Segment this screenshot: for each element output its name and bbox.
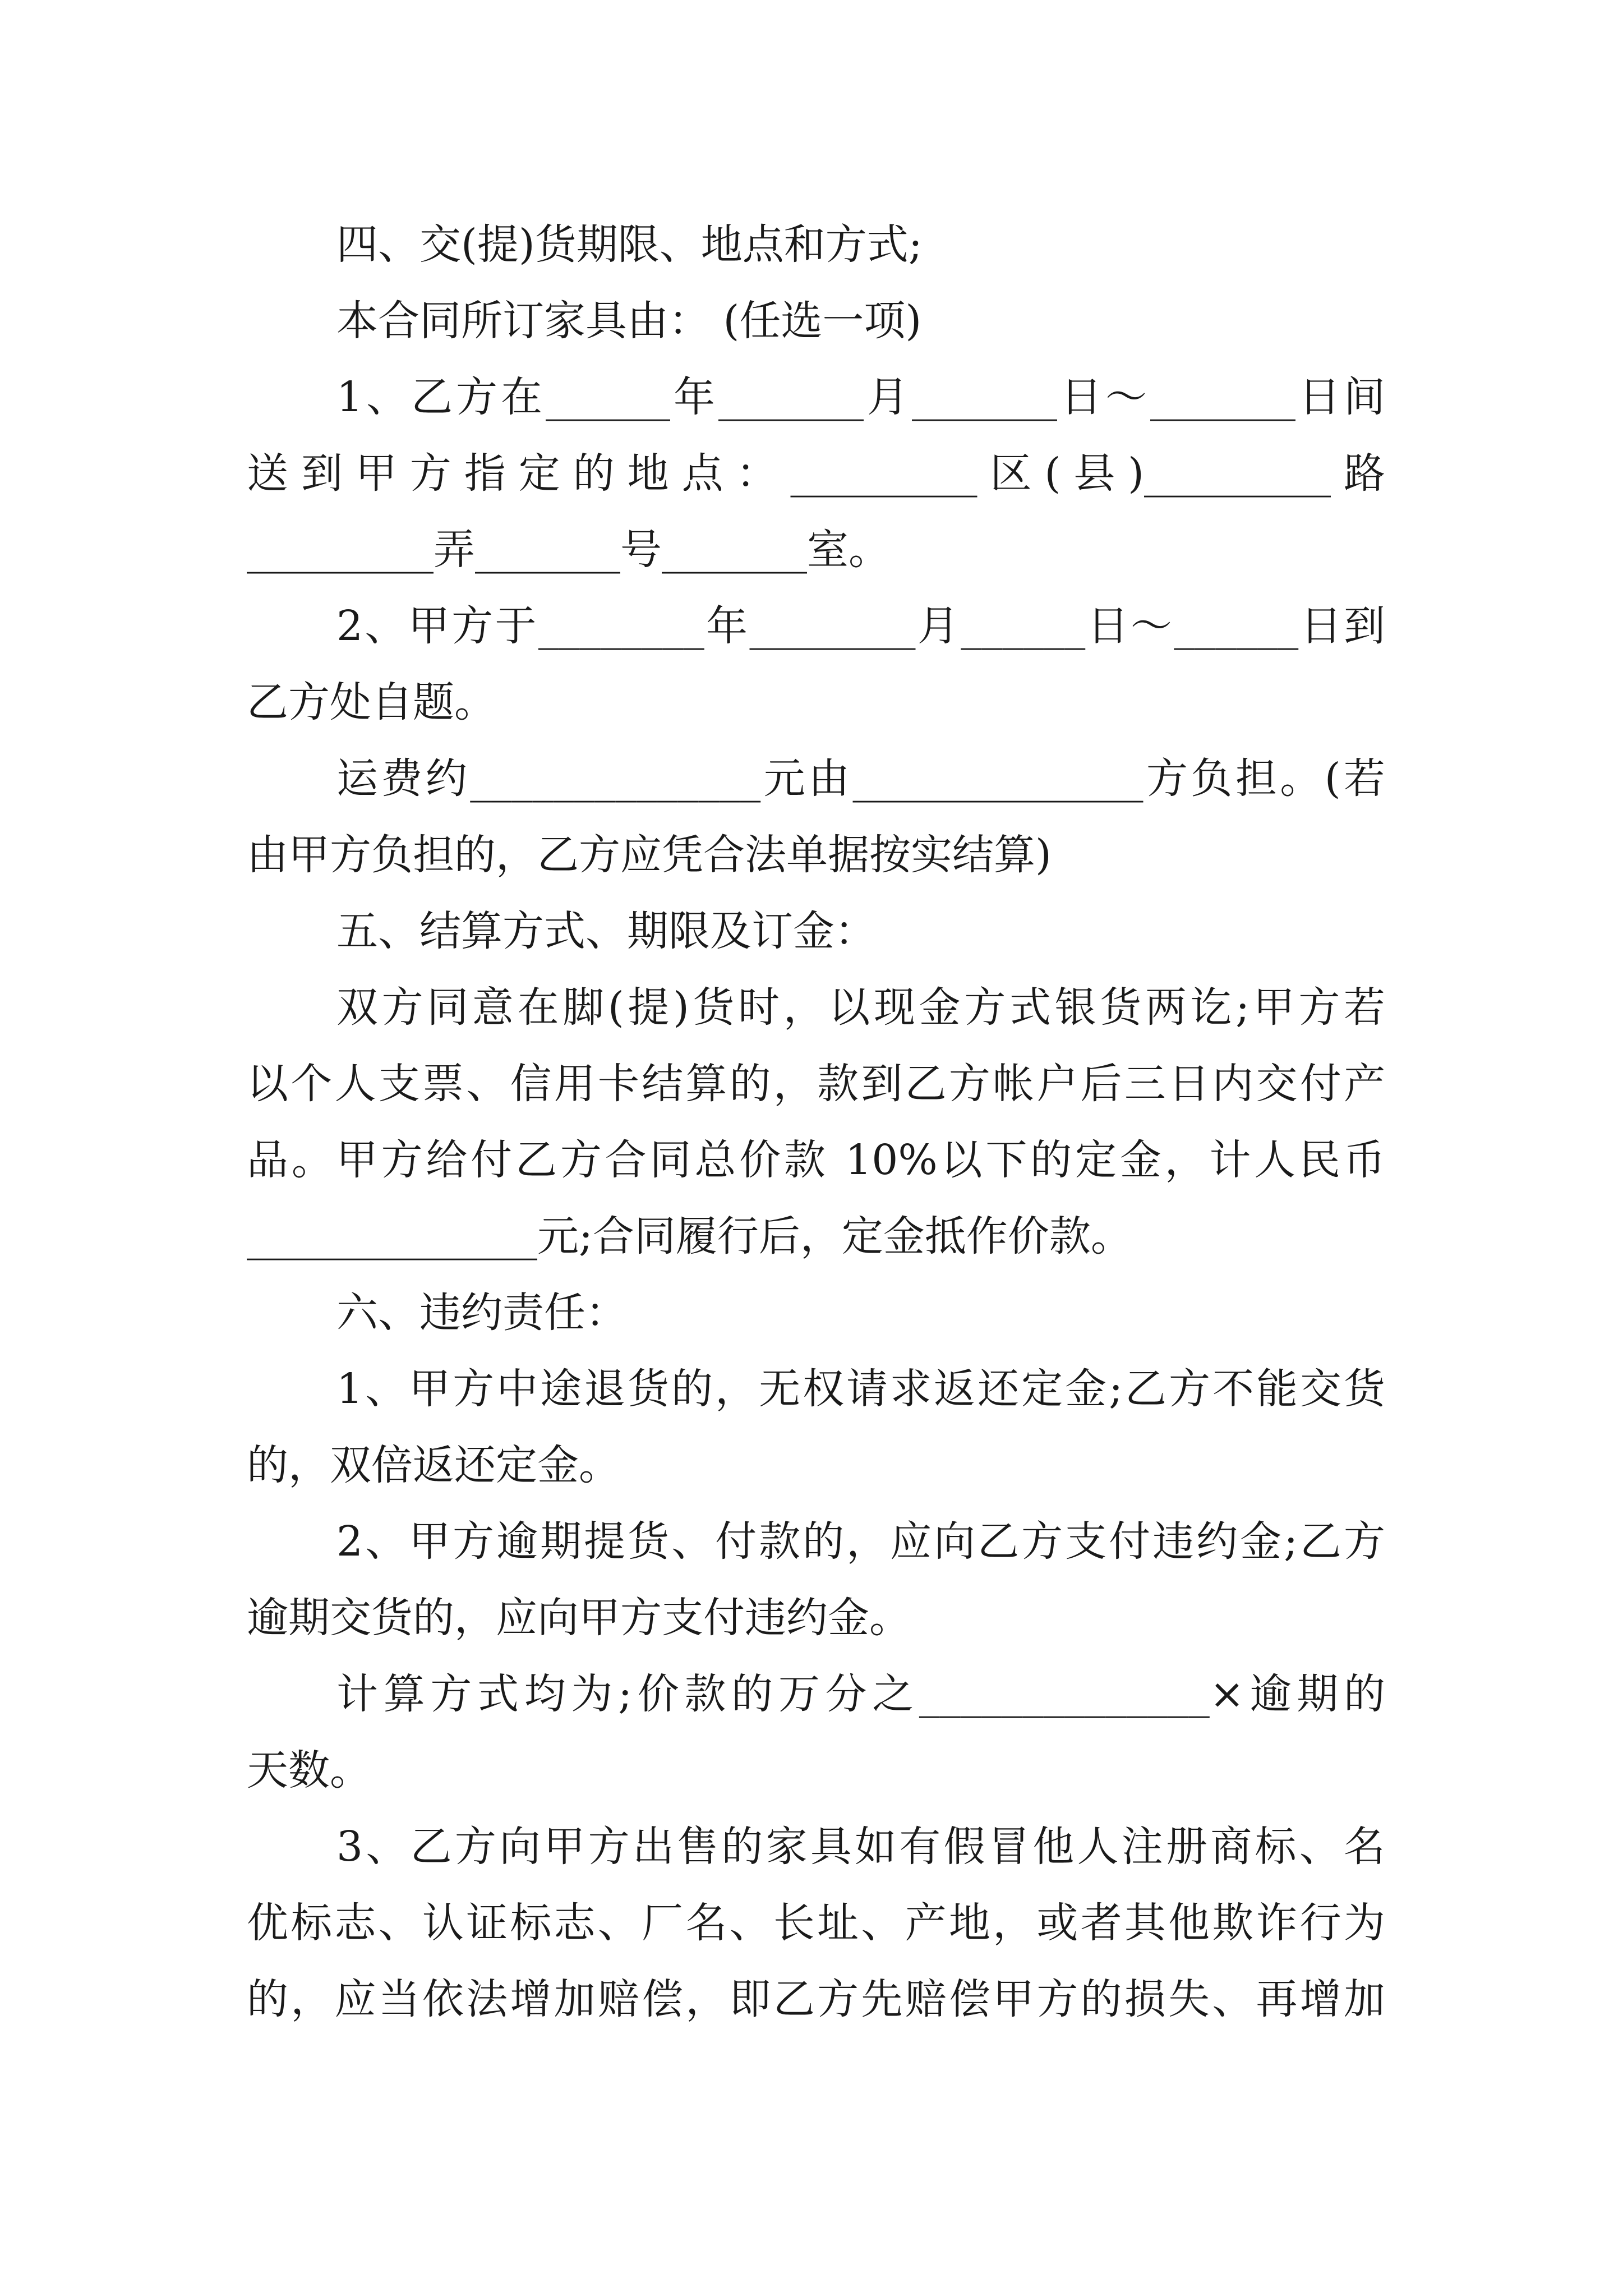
settlement-paragraph-line-1: 双方同意在脚(提)货时，以现金方式银货两讫;甲方若 <box>336 983 1385 1032</box>
liability-1-line-1: 1、甲方中途退货的，无权请求返还定金;乙方不能交货 <box>336 1365 1385 1413</box>
liability-3-line-3: 的，应当依法增加赔偿，即乙方先赔偿甲方的损失、再增加 <box>247 1975 1385 2023</box>
settlement-paragraph-line-4: ______________元;合同履行后，定金抵作价款。 <box>247 1212 1132 1260</box>
delivery-option-2-line-1: 2、甲方于________年________月______日～______日到 <box>336 602 1385 650</box>
delivery-option-1-line-1: 1、乙方在______年_______月_______日～_______日间 <box>336 373 1385 421</box>
settlement-paragraph-line-3: 品。甲方给付乙方合同总价款 10%以下的定金，计人民币 <box>247 1136 1385 1184</box>
liability-1-line-2: 的，双倍返还定金。 <box>247 1441 620 1489</box>
section-4-heading: 四、交(提)货期限、地点和方式; <box>336 220 923 269</box>
section-6-heading: 六、违约责任： <box>336 1289 627 1337</box>
freight-clause-line-2: 由甲方负担的，乙方应凭合法单据按实结算) <box>247 831 1052 879</box>
liability-2-line-2: 逾期交货的，应向甲方支付违约金。 <box>247 1594 911 1642</box>
section-5-heading: 五、结算方式、期限及订金： <box>336 907 876 955</box>
penalty-calc-line-1: 计算方式均为;价款的万分之______________×逾期的 <box>336 1670 1385 1718</box>
delivery-options-intro: 本合同所订家具由： (任选一项) <box>336 297 922 345</box>
penalty-calc-line-2: 天数。 <box>247 1746 371 1795</box>
liability-3-line-2: 优标志、认证标志、厂名、长址、产地，或者其他欺诈行为 <box>247 1899 1385 1947</box>
delivery-option-1-line-2: 送到甲方指定的地点：_________区(县)_________路 <box>247 449 1385 498</box>
delivery-option-1-line-3: _________弄_______号_______室。 <box>247 526 890 574</box>
settlement-paragraph-line-2: 以个人支票、信用卡结算的，款到乙方帐户后三日内交付产 <box>247 1060 1385 1108</box>
liability-2-line-1: 2、甲方逾期提货、付款的，应向乙方支付违约金;乙方 <box>336 1517 1385 1566</box>
freight-clause-line-1: 运费约______________元由______________方负担。(若 <box>336 754 1385 803</box>
delivery-option-2-line-2: 乙方处自题。 <box>247 678 496 726</box>
liability-3-line-1: 3、乙方向甲方出售的家具如有假冒他人注册商标、名 <box>336 1823 1385 1871</box>
